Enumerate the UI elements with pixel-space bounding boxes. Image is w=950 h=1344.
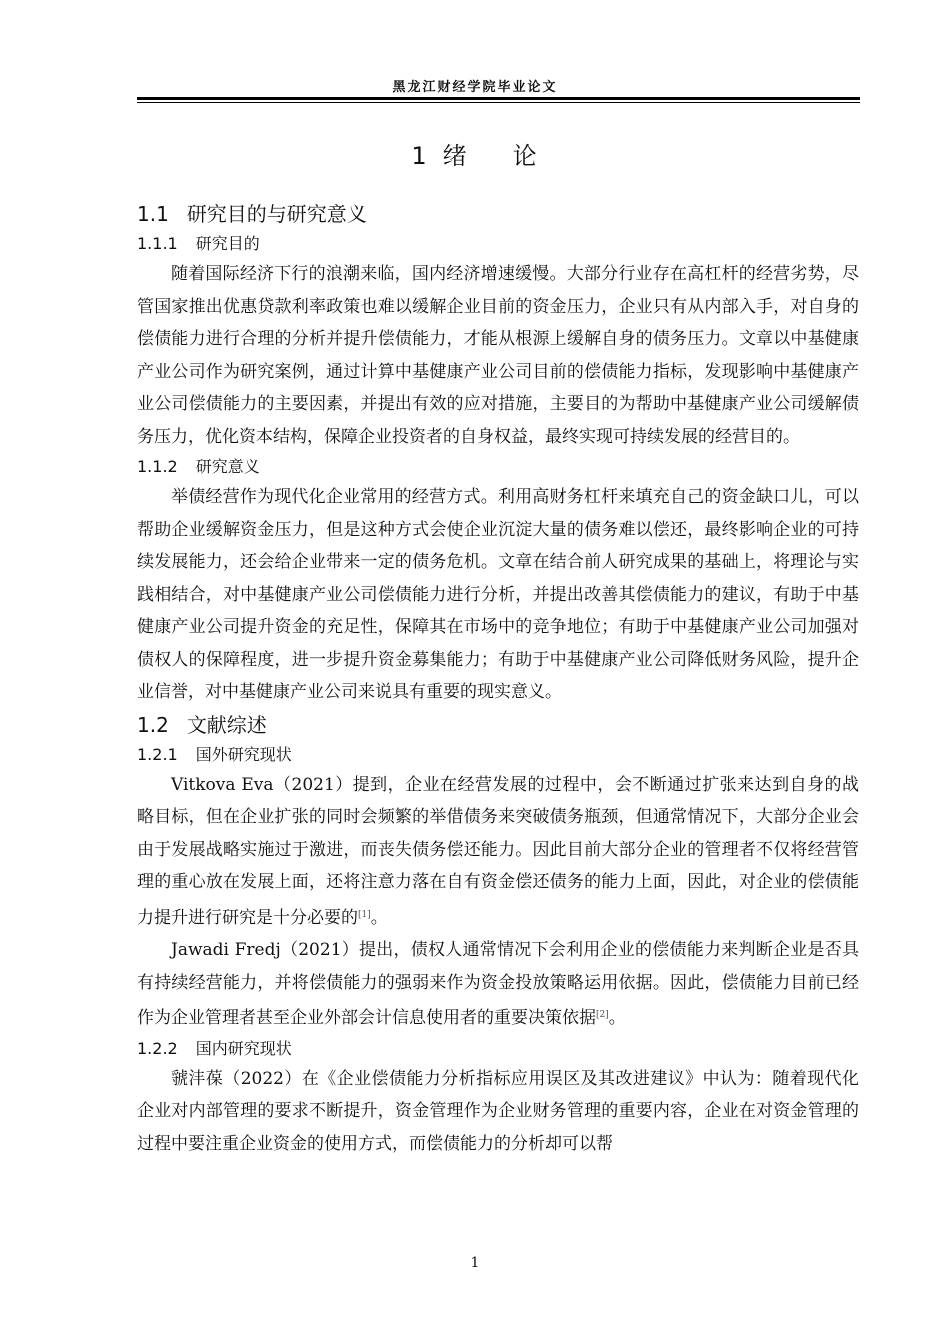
- chapter-title-part1: 绪: [442, 142, 469, 170]
- header-rule-thin: [137, 102, 860, 103]
- subsection-number: 1.2.1: [137, 744, 178, 764]
- section-number: 1.1: [137, 202, 169, 226]
- section-title: 研究目的与研究意义: [186, 202, 367, 226]
- paragraph-end: 。: [370, 907, 388, 928]
- subsection-title: 研究意义: [195, 457, 260, 476]
- chapter-title-part2: 论: [512, 142, 539, 170]
- paragraph-domestic-research: 虢沣葆（2022）在《企业偿债能力分析指标应用误区及其改进建议》中认为：随着现代化企业对内部管理的要求不断提升，资金管理作为企业财务管理的重要内容，企业在对资金管理的过程中要注重企业资金的使用方式，而偿债能力的分析却可以帮: [137, 1068, 859, 1154]
- subsection-heading-1-1-1: [137, 230, 859, 258]
- section-title: 文献综述: [186, 712, 267, 737]
- paragraph-foreign-research-1: [137, 769, 859, 935]
- header-rule-thick: [137, 97, 860, 100]
- section-number: 1.2: [137, 712, 169, 737]
- citation-1: [1]: [358, 909, 371, 920]
- chapter-number: 1: [411, 142, 429, 170]
- subsection-title: 研究目的: [195, 234, 260, 253]
- page-content: [137, 198, 859, 1160]
- paragraph-foreign-research-2: [137, 934, 859, 1035]
- subsection-heading-1-2-2: [137, 1035, 859, 1063]
- subsection-heading-1-1-2: [137, 453, 859, 481]
- chapter-title: [0, 136, 950, 171]
- running-header: 黑龙江财经学院毕业论文: [392, 80, 558, 95]
- section-heading-1-2: [137, 709, 859, 741]
- subsection-number: 1.2.2: [137, 1038, 178, 1058]
- subsection-title: 国外研究现状: [195, 744, 292, 764]
- paragraph-research-significance: 举债经营作为现代化企业常用的经营方式。利用高财务杠杆来填充自己的资金缺口儿，可以帮助企业缓解资金压力，但是这种方式会使企业沉淀大量的债务难以偿还，最终影响企业的可持续发展能力，还会给企业带来一定的债务危机。文章在结合前人研究成果的基础上，将理论与实践相结合，对中基健康产业公司偿债能力进行分析，并提出改善其偿债能力的建议，有助于中基健康产业公司提升资金的充足性，保障其在市场中的竞争地位；有助于中基健康产业公司加强对债权人的保障程度，进一步提升资金募集能力；有助于中基健康产业公司降低财务风险，提升企业信誉，对中基健康产业公司来说具有重要的现实意义。: [137, 487, 859, 702]
- paragraph-text: Jawadi Fredj（2021）提出，债权人通常情况下会利用企业的偿债能力来判断企业是否具有持续经营能力，并将偿债能力的强弱来作为资金投放策略运用依据。因此，偿债能力目前已经作为企业管理者甚至企业外部会计信息使用者的重要决策依据: [137, 940, 859, 1028]
- paragraph-research-purpose: 随着国际经济下行的浪潮来临，国内经济增速缓慢。大部分行业存在高杠杆的经营劣势，尽管国家推出优惠贷款利率政策也难以缓解企业目前的资金压力，企业只有从内部入手，对自身的偿债能力进行合理的分析并提升偿债能力，才能从根源上缓解自身的债务压力。文章以中基健康产业公司作为研究案例，通过计算中基健康产业公司目前的偿债能力指标，发现影响中基健康产业公司偿债能力的主要因素，并提出有效的应对措施，主要目的为帮助中基健康产业公司缓解债务压力，优化资本结构，保障企业投资者的自身权益，最终实现可持续发展的经营目的。: [137, 264, 859, 447]
- section-heading-1-1: [137, 198, 859, 230]
- subsection-number: 1.1.1: [137, 234, 178, 253]
- citation-2: [2]: [596, 1010, 609, 1020]
- paragraph-end: 。: [608, 1008, 626, 1028]
- subsection-number: 1.1.2: [137, 457, 178, 476]
- paragraph-text: Vitkova Eva（2021）提到，企业在经营发展的过程中，会不断通过扩张来达到自身的战略目标，但在企业扩张的同时会频繁的举借债务来突破债务瓶颈，但通常情况下，大部分企业会由于发展战略实施过于激进，而丧失债务偿还能力。因此目前大部分企业的管理者不仅将经营管理的重心放在发展上面，还将注意力落在自有资金偿还债务的能力上面，因此，对企业的偿债能力提升进行研究是十分必要的: [137, 774, 859, 928]
- subsection-title: 国内研究现状: [195, 1038, 292, 1058]
- page-number: 1: [470, 1255, 480, 1271]
- subsection-heading-1-2-1: [137, 741, 859, 769]
